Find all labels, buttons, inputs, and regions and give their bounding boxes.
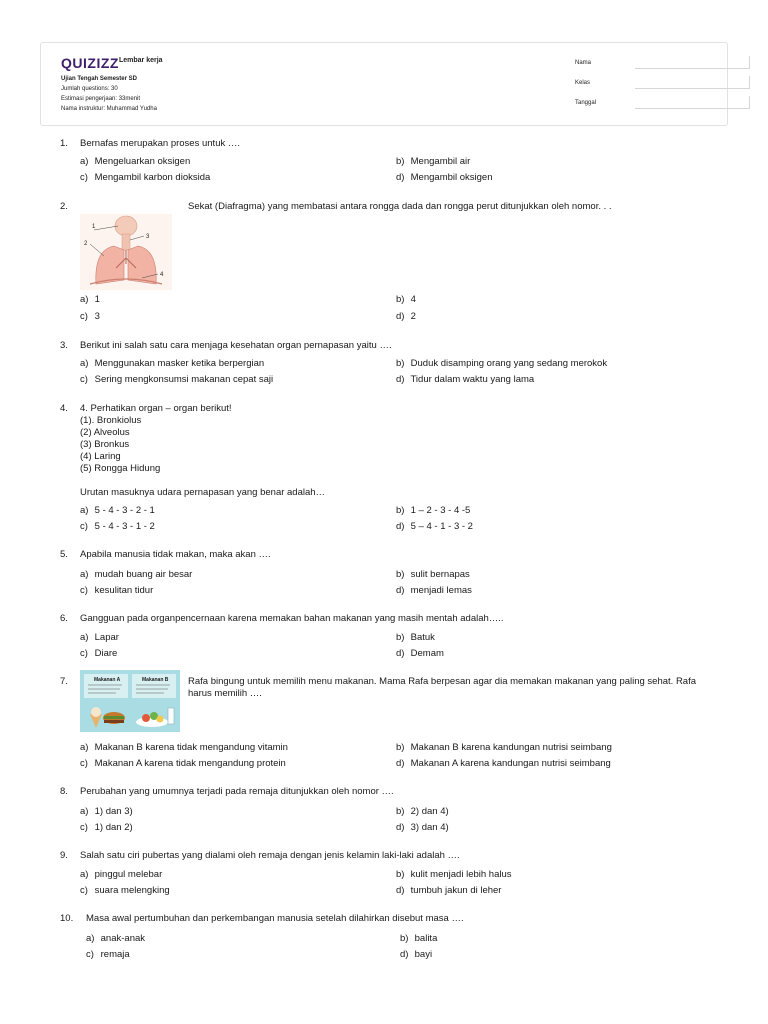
quizizz-logo [61,55,119,71]
option-d[interactable]: d) Tidur dalam waktu yang lama [396,374,535,385]
option-b[interactable]: b) 1 – 2 - 3 - 4 -5 [396,505,471,516]
option-c[interactable]: c) Mengambil karbon dioksida [80,172,211,183]
option-a[interactable]: a) 5 - 4 - 3 - 2 - 1 [80,505,155,516]
class-field[interactable] [635,76,750,89]
option-d[interactable]: d) Mengambil oksigen [396,172,493,183]
lungs-diagram [80,214,172,290]
diagram-label-4: 4 [160,272,164,278]
option-c[interactable]: c) 5 - 4 - 3 - 1 - 2 [80,521,155,532]
option-a[interactable]: a) Lapar [80,632,119,643]
question-number: 6. [60,613,68,624]
option-c[interactable]: c) Sering mengkonsumsi makanan cepat saji [80,374,274,385]
date-field[interactable] [635,96,750,109]
question-line-2: (1). Bronkiolus [80,415,142,426]
question-number: 2. [60,201,68,212]
option-c[interactable]: c) 1) dan 2) [80,822,133,833]
option-b[interactable]: b) balita [400,933,438,944]
question-line-5: (4) Laring [80,451,121,462]
question-text: Masa awal pertumbuhan dan perkembangan manusia setelah dilahirkan disebut masa …. [86,913,464,924]
name-label: Nama [575,60,592,66]
question-text: Salah satu ciri pubertas yang dialami oleh remaja dengan jenis kelamin laki-laki adalah …. [80,850,460,861]
option-b[interactable]: b) Batuk [396,632,435,643]
question-number: 1. [60,138,68,149]
option-b[interactable]: b) 2) dan 4) [396,806,449,817]
option-d[interactable]: d) Makanan A karena kandungan nutrisi seimbang [396,758,611,769]
question-text: Gangguan pada organpencernaan karena memakan bahan makanan yang masih mentah adalah….. [80,613,504,624]
question-line-4: (3) Bronkus [80,439,130,450]
option-d[interactable]: d) 2 [396,311,416,322]
exam-title: Ujian Tengah Semester SD [61,76,137,82]
class-label: Kelas [575,80,591,86]
questions-count: Jumlah questions: 30 [61,86,118,92]
diagram-label-2: 2 [84,241,88,247]
option-b[interactable]: b) 4 [396,294,416,305]
brand-text: QUIZIZZ [61,55,119,71]
question-number: 3. [60,340,68,351]
menu-b-label: Makanan B [142,677,169,683]
option-b[interactable]: b) sulit bernapas [396,569,470,580]
option-d[interactable]: d) 5 – 4 - 1 - 3 - 2 [396,521,473,532]
option-d[interactable]: d) tumbuh jakun di leher [396,885,502,896]
option-b[interactable]: b) Makanan B karena kandungan nutrisi seimbang [396,742,612,753]
menu-image [80,670,180,732]
option-a[interactable]: a) pinggul melebar [80,869,163,880]
question-number: 5. [60,549,68,560]
option-a[interactable]: a) 1) dan 3) [80,806,133,817]
option-a[interactable]: a) Mengeluarkan oksigen [80,156,191,167]
question-number: 4. [60,403,68,414]
option-d[interactable]: d) Demam [396,648,444,659]
option-d[interactable]: d) bayi [400,949,433,960]
question-text: Rafa bingung untuk memilih menu makanan. Mama Rafa berpesan agar dia memakan makanan yang paling sehat. Rafa harus memilih …. [188,676,697,699]
option-b[interactable]: b) Duduk disamping orang yang sedang merokok [396,358,608,369]
question-line-3: (2) Alveolus [80,427,130,438]
time-estimate: Estimasi pengerjaan: 33menit [61,96,141,102]
question-number: 10. [60,913,74,924]
option-c[interactable]: c) remaja [86,949,130,960]
question-number: 9. [60,850,68,861]
option-d[interactable]: d) menjadi lemas [396,585,472,596]
option-a[interactable]: a) Makanan B karena tidak mengandung vitamin [80,742,288,753]
question-text: Perubahan yang umumnya terjadi pada remaja ditunjukkan oleh nomor …. [80,786,394,797]
diagram-label-1: 1 [92,224,96,230]
question-line-6: (5) Rongga Hidung [80,463,161,474]
question-text: Bernafas merupakan proses untuk …. [80,138,241,149]
question-text: Sekat (Diafragma) yang membatasi antara rongga dada dan rongga perut ditunjukkan oleh nomor. . . [188,201,612,212]
question-text: Apabila manusia tidak makan, maka akan …. [80,549,271,560]
question-number: 8. [60,786,68,797]
option-c[interactable]: c) 3 [80,311,100,322]
option-c[interactable]: c) suara melengking [80,885,170,896]
question-line-1: 4. Perhatikan organ – organ berikut! [80,403,232,414]
menu-a-label: Makanan A [94,677,121,683]
food-menu-illustration [80,670,180,732]
option-b[interactable]: b) kulit menjadi lebih halus [396,869,512,880]
lungs-illustration [80,214,172,290]
date-label: Tanggal [575,100,597,106]
question-number: 7. [60,676,68,687]
worksheet-header [40,42,728,126]
name-field[interactable] [635,56,750,69]
option-c[interactable]: c) Diare [80,648,118,659]
option-a[interactable]: a) mudah buang air besar [80,569,193,580]
option-d[interactable]: d) 3) dan 4) [396,822,449,833]
sheet-label: Lembar kerja [119,57,163,64]
option-a[interactable]: a) Menggunakan masker ketika berpergian [80,358,265,369]
option-a[interactable]: a) 1 [80,294,100,305]
question-prompt: Urutan masuknya udara pernapasan yang benar adalah… [80,487,326,498]
option-c[interactable]: c) Makanan A karena tidak mengandung protein [80,758,286,769]
instructor: Nama instruktur: Muhammad Yudha [61,106,157,112]
diagram-label-3: 3 [146,234,150,240]
option-a[interactable]: a) anak-anak [86,933,146,944]
option-c[interactable]: c) kesulitan tidur [80,585,154,596]
option-b[interactable]: b) Mengambil air [396,156,471,167]
question-text: Berikut ini salah satu cara menjaga kesehatan organ pernapasan yaitu …. [80,340,392,351]
